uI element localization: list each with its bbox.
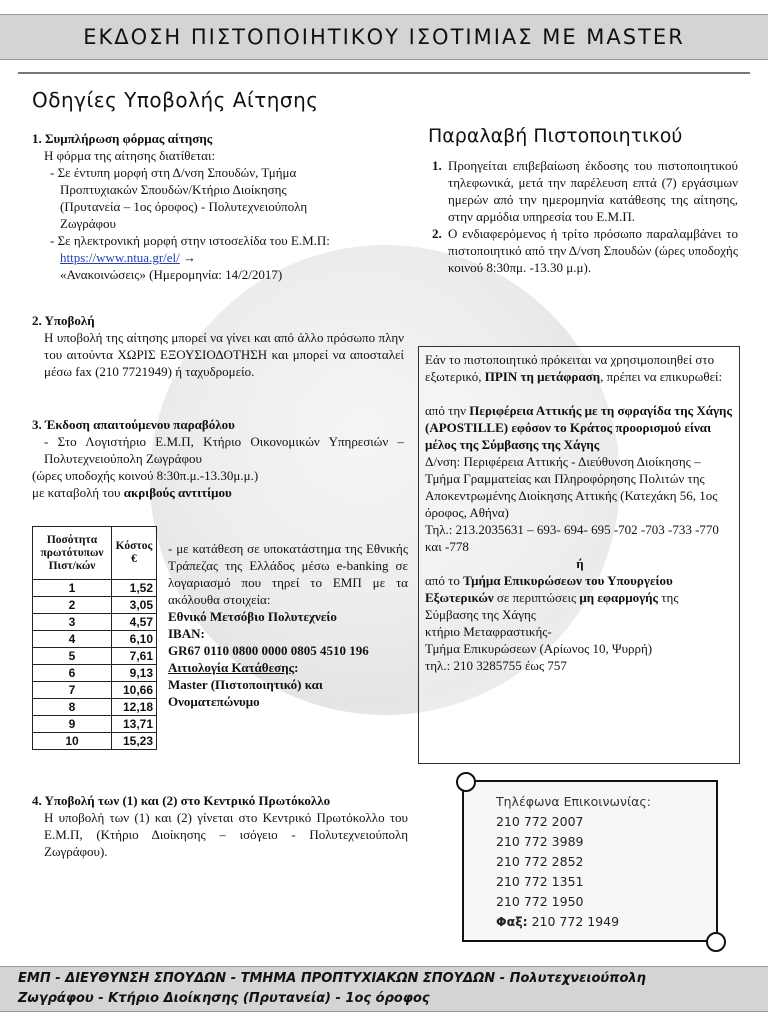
quantity-cell: 5 [33, 648, 112, 665]
quantity-cell: 6 [33, 665, 112, 682]
cost-cell: 7,61 [112, 648, 157, 665]
cost-table-header [33, 527, 157, 580]
table-row [33, 648, 157, 665]
quantity-cell: 2 [33, 597, 112, 614]
fax-line [496, 912, 651, 932]
page-title: ΕΚΔΟΣΗ ΠΙΣΤΟΠΟΙΗΤΙΚΟΥ ΙΣΟΤΙΜΙΑΣ ΜΕ MASTER [83, 25, 685, 49]
pickup-title: Παραλαβή Πιστοποιητικού [428, 125, 683, 147]
cost-cell: 10,66 [112, 682, 157, 699]
b-bold2: μη εφαρμογής [579, 590, 659, 605]
or-label: ή [576, 556, 584, 571]
table-row [33, 580, 157, 597]
divider [18, 72, 750, 74]
section-1-heading: 1. Συμπλήρωση φόρμας αίτησης [32, 131, 213, 146]
cost-cell: 4,57 [112, 614, 157, 631]
pickup-list [428, 157, 738, 276]
phone-number: 210 772 1950 [496, 894, 584, 909]
quantity-cell: 9 [33, 716, 112, 733]
phone-number: 210 772 3989 [496, 834, 584, 849]
b-bold: Τμήμα Επικυρώσεων του Υπουργείου Εξωτερικών [425, 573, 673, 605]
payment-prefix: με καταβολή του [32, 485, 124, 500]
cost-cell: 13,71 [112, 716, 157, 733]
iban-label: IBAN: [168, 626, 205, 641]
col-cost-header: Κόστος € [112, 527, 157, 580]
quantity-cell: 1 [33, 580, 112, 597]
apostille-phone: Τηλ.: 213.2035631 – 693- 694- 695 -702 -703 -733 -770 και -778 [425, 522, 719, 554]
section-1-announcements: «Ανακοινώσεις» (Ημερομηνία: 14/2/2017) [60, 267, 283, 282]
table-row [33, 665, 157, 682]
cost-cell: 9,13 [112, 665, 157, 682]
quantity-cell: 3 [33, 614, 112, 631]
cost-table [32, 526, 157, 750]
list-item-number: 2. [432, 226, 442, 241]
phone-number: 210 772 2852 [496, 854, 584, 869]
ntua-link[interactable]: https://www.ntua.gr/el/ [60, 250, 180, 265]
scroll-curl-top [456, 772, 476, 792]
section-4-text: Η υποβολή των (1) και (2) γίνεται στο Κεντρικό Πρωτόκολλο του Ε.Μ.Π, (Κτήριο Διοίκησης – ισόγειο - Πολυτεχνειούπολη Ζωγράφου). [44, 810, 408, 859]
apostille-intro [425, 351, 735, 385]
section-3-hours: (ώρες υποδοχής κοινού 8:30π.μ.-13.30μ.μ.) [32, 468, 259, 483]
intro-bold: ΠΡΙΝ τη μετάφραση [484, 369, 601, 384]
section-1-print-line-3: (Πρυτανεία – 1ος όροφος) - Πολυτεχνειούπολη [60, 199, 308, 214]
reason-label: Αιτιολογία Κατάθεσης [168, 660, 295, 675]
section-2 [32, 312, 404, 380]
table-row [33, 716, 157, 733]
quantity-cell: 10 [33, 733, 112, 750]
bank-deposit [168, 540, 408, 710]
cost-cell: 15,23 [112, 733, 157, 750]
apostille-option-a [425, 402, 735, 453]
section-2-heading: 2. Υποβολή [32, 313, 95, 328]
list-item-number: 1. [432, 158, 442, 173]
deposit-text: - με κατάθεση σε υποκατάστημα της Εθνικής Τράπεζας της Ελλάδος μέσω e-banking σε λογαριασμό που τηρεί το ΕΜΠ με τα ακόλουθα στοιχεία: [168, 541, 408, 607]
table-row [33, 733, 157, 750]
section-2-text: Η υποβολή της αίτησης μπορεί να γίνει και από άλλο πρόσωπο πλην του αιτούντα ΧΩΡΙΣ ΕΞΟΥΣΙΟΔΟΤΗΣΗ και μπορεί να αποσταλεί μέσω fax (210 7721949) ή ταχυδρομείο. [44, 330, 404, 379]
section-1-web-line: - Σε ηλεκτρονική μορφή στην ιστοσελίδα του Ε.Μ.Π: [50, 233, 330, 248]
table-row [33, 699, 157, 716]
fax-number: 210 772 1949 [531, 914, 620, 929]
phone-number: 210 772 2007 [496, 814, 584, 829]
scroll-curl-bottom [706, 932, 726, 952]
footer-bar [0, 966, 768, 1012]
list-item [428, 157, 738, 225]
bank-name: Εθνικό Μετσόβιο Πολυτεχνείο [168, 609, 337, 624]
b-post: της Σύμβασης της Χάγης [425, 590, 679, 622]
a-pre: από την [425, 403, 470, 418]
table-row [33, 614, 157, 631]
b-pre: από το [425, 573, 464, 588]
section-3 [32, 416, 404, 501]
section-1-intro: Η φόρμα της αίτησης διατίθεται: [44, 148, 216, 163]
section-3-text: - Στο Λογιστήριο Ε.Μ.Π, Κτήριο Οικονομικών Υπηρεσιών – Πολυτεχνειούπολη Ζωγράφου [44, 434, 404, 466]
phone-number: 210 772 1351 [496, 874, 584, 889]
quantity-cell: 7 [33, 682, 112, 699]
cost-cell: 6,10 [112, 631, 157, 648]
phones-label: Τηλέφωνα Επικοινωνίας: [496, 794, 651, 809]
contact-phones [496, 792, 651, 932]
table-row [33, 631, 157, 648]
section-1-print-line-4: Ζωγράφου [60, 216, 116, 231]
quantity-cell: 4 [33, 631, 112, 648]
intro-post: , πρέπει να επικυρωθεί: [600, 369, 723, 384]
apostille-option-b [425, 572, 735, 623]
a-bold: Περιφέρεια Αττικής με τη σφραγίδα της Χάγης (APOSTILLE) εφόσον το Κράτος προορισμού είναι μέλος της Σύμβασης της Χάγης [425, 403, 732, 452]
section-1 [32, 130, 412, 283]
section-3-payment [32, 484, 404, 501]
footer-line-2: Ζωγράφου - Κτήριο Διοίκησης (Πρυτανεία) - 1ος όροφος [18, 991, 430, 1006]
table-row [33, 682, 157, 699]
iban-value: GR67 0110 0800 0000 0805 4510 196 [168, 643, 369, 658]
table-row [33, 597, 157, 614]
section-4 [32, 792, 408, 860]
section-4-heading: 4. Υποβολή των (1) και (2) στο Κεντρικό Πρωτόκολλο [32, 793, 331, 808]
b-line-4: τηλ.: 210 3285755 έως 757 [425, 658, 567, 673]
list-item [428, 225, 738, 276]
cost-cell: 1,52 [112, 580, 157, 597]
header-bar [0, 14, 768, 60]
instructions-title: Οδηγίες Υποβολής Αίτησης [32, 88, 319, 112]
intro-pre: Εάν το πιστοποιητικό πρόκειται να χρησιμοποιηθεί στο εξωτερικό, [425, 352, 715, 384]
section-1-print-line-2: Προπτυχιακών Σπουδών/Κτήριο Διοίκησης [60, 182, 287, 197]
quantity-cell: 8 [33, 699, 112, 716]
payment-bold: ακριβούς αντιτίμου [123, 485, 232, 500]
cost-cell: 12,18 [112, 699, 157, 716]
col-quantity-header: Ποσότητα πρωτότυπων Πιστ/κών [33, 527, 112, 580]
footer-line-1: ΕΜΠ - ΔΙΕΥΘΥΝΣΗ ΣΠΟΥΔΩΝ - ΤΜΗΜΑ ΠΡΟΠΤΥΧΙΑΚΩΝ ΣΠΟΥΔΩΝ - Πολυτεχνειούπολη [18, 971, 646, 986]
b-line-2: κτήριο Μεταφραστικής- [425, 624, 552, 639]
reason-colon: : [294, 660, 299, 675]
list-item-text: Ο ενδιαφερόμενος ή τρίτο πρόσωπο παραλαμβάνει το πιστοποιητικό από την Δ/νση Σπουδών (ώρες υποδοχής κοινού 8:30πμ. -13.30 μ.μ). [448, 226, 738, 275]
reason-value: Master (Πιστοποιητικό) και Ονοματεπώνυμο [168, 677, 323, 709]
b-line-3: Τμήμα Επικυρώσεων (Αρίωνος 10, Ψυρρή) [425, 641, 653, 656]
apostille-address: Δ/νση: Περιφέρεια Αττικής - Διεύθυνση Διοίκησης – Τμήμα Γραμματείας και Πληροφόρησης Πολιτών της Αποκεντρωμένης Διοίκησης Αττικής (Κατεχάκη 56, 1ος όροφος, Αθήνα) [425, 454, 718, 520]
apostille-box [418, 346, 740, 764]
section-1-print-line-1: - Σε έντυπη μορφή στη Δ/νση Σπουδών, Τμήμα [50, 165, 297, 180]
b-mid: σε περιπτώσεις [493, 590, 580, 605]
fax-label: Φαξ: [496, 914, 528, 929]
list-item-text: Προηγείται επιβεβαίωση έκδοσης του πιστοποιητικού τηλεφωνικά, μετά την παρέλευση επτά (7) εργάσιμων ημερών από την ημερομηνία κατάθεσης της αίτησης, στην αρμόδια υπηρεσία του Ε.Μ.Π. [448, 158, 738, 224]
cost-cell: 3,05 [112, 597, 157, 614]
arrow-icon: → [183, 250, 197, 265]
section-3-heading: 3. Έκδοση απαιτούμενου παραβόλου [32, 417, 235, 432]
